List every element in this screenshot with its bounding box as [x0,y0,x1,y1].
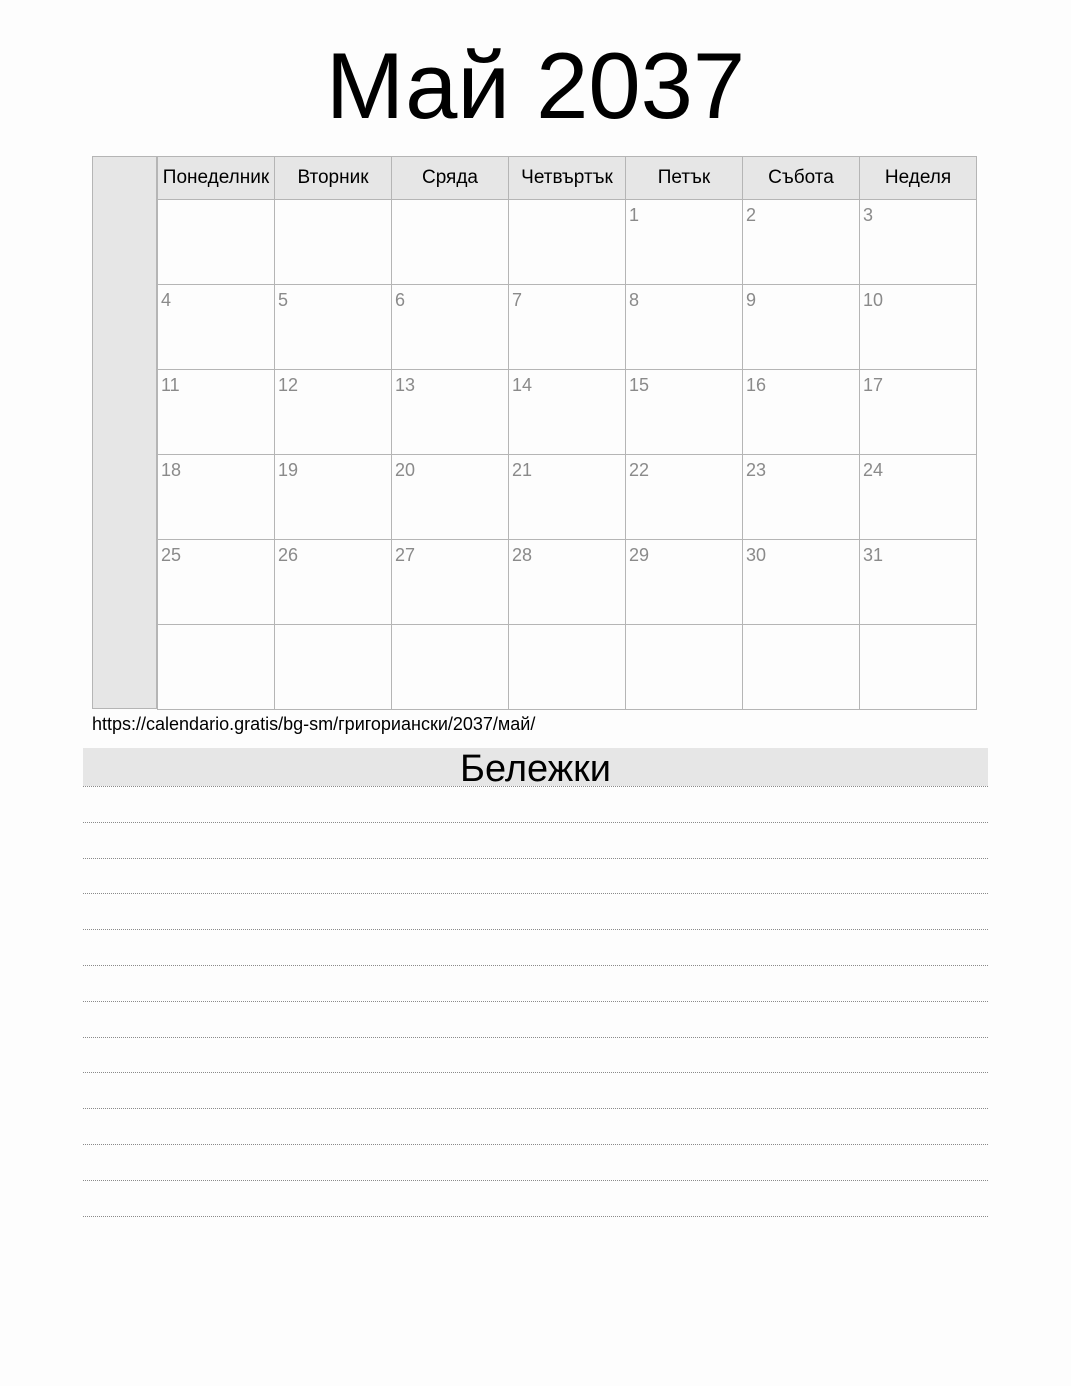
day-cell [860,200,977,285]
day-number [158,625,274,630]
notes-line [83,893,988,894]
week-row [158,455,977,540]
weekday-header: Понеделник [158,157,275,200]
week-number-column [92,156,157,709]
day-cell [509,625,626,710]
day-number: 20 [395,460,416,480]
notes-line [83,1001,988,1002]
day-number: 18 [161,460,182,480]
week-row [158,370,977,455]
day-number [158,200,274,205]
day-number: 26 [278,545,299,565]
day-cell [626,285,743,370]
day-cell [626,625,743,710]
day-cell [509,200,626,285]
day-cell [509,540,626,625]
notes-line [83,1037,988,1038]
day-number: 27 [395,545,416,565]
weekday-header: Петък [626,157,743,200]
day-number [392,625,508,630]
day-cell [392,370,509,455]
day-number: 21 [512,460,533,480]
week-row [158,285,977,370]
day-cell [158,540,275,625]
notes-line [83,1216,988,1217]
day-number: 7 [512,290,523,310]
day-cell [275,285,392,370]
day-cell [275,455,392,540]
day-number [392,200,508,205]
day-cell [158,625,275,710]
day-number: 2 [746,205,757,225]
day-cell [509,370,626,455]
day-cell [860,455,977,540]
day-cell [275,540,392,625]
day-number: 3 [863,205,874,225]
weekday-header: Четвъртък [509,157,626,200]
weekday-header-row [158,157,977,200]
day-number: 13 [395,375,416,395]
page-title: Май 2037 [325,33,746,138]
day-cell [158,285,275,370]
day-number [743,625,859,630]
day-number: 29 [629,545,650,565]
week-row [158,625,977,710]
day-cell [743,625,860,710]
day-cell [743,200,860,285]
notes-line [83,1108,988,1109]
day-cell [626,540,743,625]
day-cell [158,370,275,455]
day-number: 12 [278,375,299,395]
day-number [509,200,625,205]
notes-line [83,822,988,823]
day-number: 16 [746,375,767,395]
day-cell [392,455,509,540]
notes-line [83,1072,988,1073]
day-cell [626,200,743,285]
weekday-header: Неделя [860,157,977,200]
weekday-header: Сряда [392,157,509,200]
day-cell [743,455,860,540]
weekday-header: Събота [743,157,860,200]
day-number [860,625,976,630]
day-cell [509,455,626,540]
day-cell [275,200,392,285]
notes-line [83,858,988,859]
calendar-grid [157,156,977,710]
day-cell [158,200,275,285]
day-cell [392,200,509,285]
day-number: 8 [629,290,640,310]
day-cell [392,285,509,370]
day-number [275,200,391,205]
day-cell [860,285,977,370]
source-url[interactable]: https://calendario.gratis/bg-sm/григориански/2037/май/ [92,714,536,734]
day-cell [860,540,977,625]
day-number [275,625,391,630]
day-number: 25 [161,545,182,565]
day-number: 4 [161,290,172,310]
day-cell [860,370,977,455]
day-cell [743,370,860,455]
day-cell [626,370,743,455]
day-number: 28 [512,545,533,565]
day-number: 23 [746,460,767,480]
notes-line [83,786,988,787]
day-number: 5 [278,290,289,310]
day-cell [158,455,275,540]
day-cell [626,455,743,540]
weekday-header: Вторник [275,157,392,200]
notes-heading: Бележки [83,748,988,786]
notes-line [83,929,988,930]
day-cell [509,285,626,370]
day-cell [860,625,977,710]
day-cell [743,285,860,370]
day-cell [275,370,392,455]
day-number [509,625,625,630]
day-number [626,625,742,630]
notes-line [83,965,988,966]
day-cell [275,625,392,710]
day-cell [392,625,509,710]
day-number: 31 [863,545,884,565]
notes-line [83,1144,988,1145]
day-number: 11 [161,375,180,395]
day-number: 24 [863,460,884,480]
day-number: 22 [629,460,650,480]
day-number: 6 [395,290,406,310]
day-number: 17 [863,375,884,395]
day-number: 15 [629,375,650,395]
week-row [158,200,977,285]
notes-line [83,1180,988,1181]
day-cell [392,540,509,625]
day-number: 14 [512,375,533,395]
day-number: 1 [629,205,640,225]
day-number: 10 [863,290,884,310]
day-number: 30 [746,545,767,565]
week-row [158,540,977,625]
day-cell [743,540,860,625]
day-number: 9 [746,290,757,310]
day-number: 19 [278,460,299,480]
